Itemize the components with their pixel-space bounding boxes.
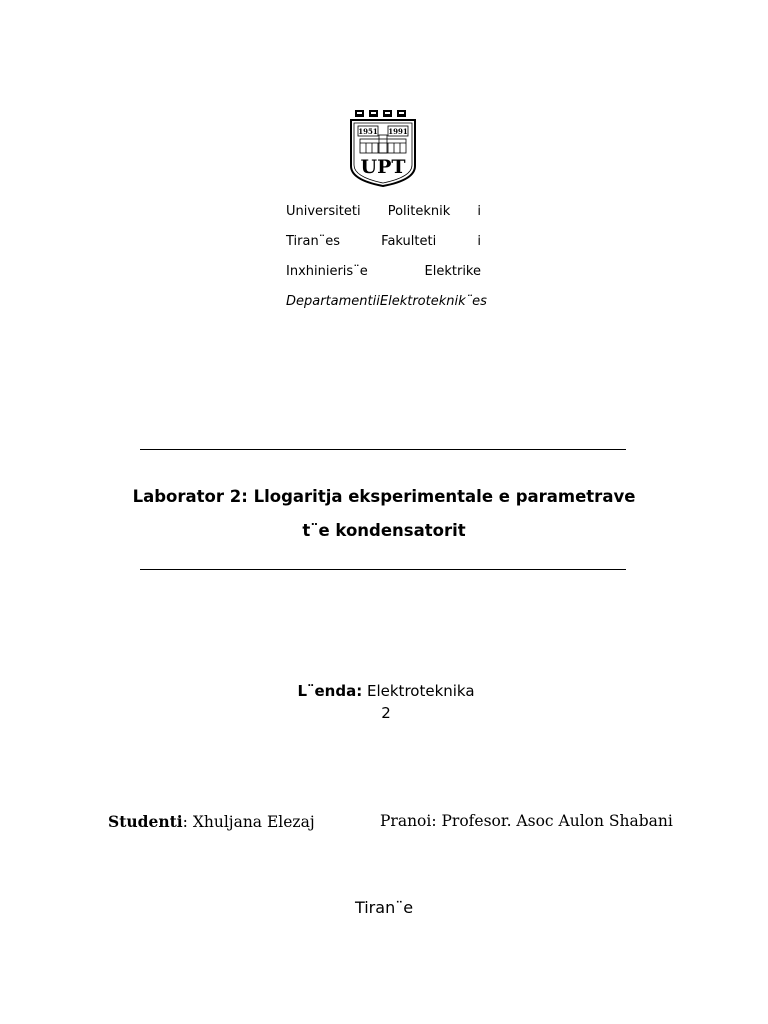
institution-line-3 — [286, 264, 481, 294]
title-rule-top — [140, 449, 626, 450]
institution-word: Tiran¨es — [286, 234, 340, 249]
student-info — [108, 812, 315, 831]
institution-word: Universiteti — [286, 204, 361, 219]
institution-line-1 — [286, 204, 481, 234]
subject-label: L¨enda: — [297, 682, 363, 700]
institution-word: Inxhinieris¨e — [286, 264, 368, 279]
subject-value-number: 2 — [381, 704, 391, 722]
institution-word: Politeknik — [387, 204, 451, 219]
student-name: Xhuljana Elezaj — [192, 813, 315, 831]
institution-word: Departamenti — [286, 294, 377, 309]
document-title-line-1: Laborator 2: Llogaritja eksperimentale e parametrave — [132, 487, 636, 506]
logo-year-left: 1951 — [358, 127, 378, 136]
document-title-line-2: t¨e kondensatorit — [302, 521, 466, 540]
institution-word: Fakulteti — [381, 234, 437, 249]
institution-word: Elektrike — [424, 264, 481, 279]
logo-wordmark: UPT — [360, 156, 406, 178]
logo-year-right: 1991 — [388, 127, 408, 136]
institution-word: i — [477, 204, 481, 219]
title-rule-bottom — [140, 569, 626, 570]
institution-block — [286, 204, 487, 324]
student-separator: : — [182, 813, 188, 831]
department-line — [286, 294, 487, 324]
city-text: Tiran¨e — [354, 898, 414, 917]
subject-value: Elektroteknika — [367, 682, 475, 700]
upt-logo — [348, 108, 418, 188]
institution-line-2 — [286, 234, 481, 264]
institution-word: i — [477, 234, 481, 249]
institution-word: Elektroteknik¨es — [379, 294, 487, 309]
institution-word: i — [376, 294, 380, 309]
student-label: Studenti — [108, 812, 183, 831]
subject-block — [286, 680, 486, 724]
pranoi-info: Pranoi: Profesor. Asoc Aulon Shabani — [380, 812, 673, 830]
